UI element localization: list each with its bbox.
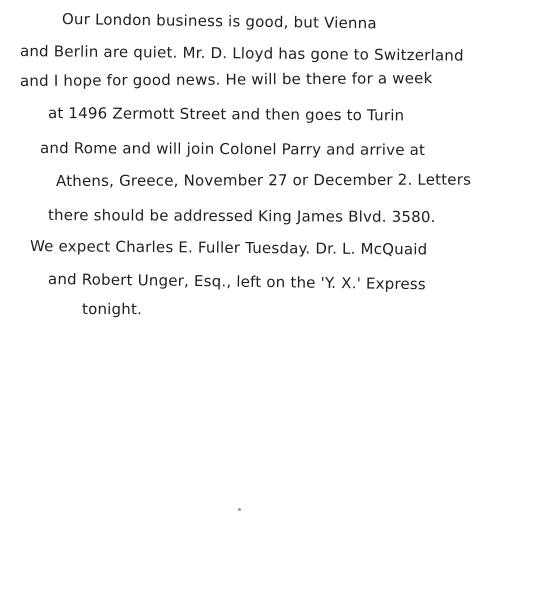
handwritten-line: there should be addressed King James Blvd. 3580.: [47, 206, 436, 227]
handwritten-line: and I hope for good news. He will be there for a week: [19, 69, 433, 90]
handwritten-line: and Rome and will join Colonel Parry and arrive at: [39, 139, 426, 160]
handwritten-line: Our London business is good, but Vienna: [61, 10, 377, 33]
stray-mark: [238, 508, 241, 511]
handwritten-line: Athens, Greece, November 27 or December 2. Letters: [55, 170, 472, 190]
handwritten-line: and Robert Unger, Esq., left on the 'Y. X.' Express: [47, 270, 427, 294]
handwritten-line: at 1496 Zermott Street and then goes to Turin: [47, 104, 405, 125]
handwritten-line: tonight.: [81, 300, 143, 319]
handwritten-line: and Berlin are quiet. Mr. D. Lloyd has gone to Switzerland: [19, 42, 464, 65]
handwritten-line: We expect Charles E. Fuller Tuesday. Dr. L. McQuaid: [29, 237, 428, 259]
